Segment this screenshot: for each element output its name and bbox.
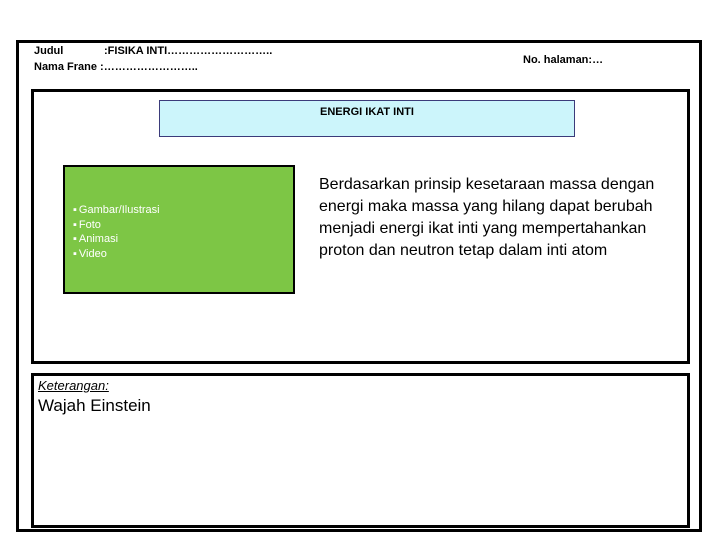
title-label: Judul xyxy=(34,45,64,57)
frame-name-line: Nama Frane :…………………….. xyxy=(34,61,198,73)
section-title: ENERGI IKAT INTI xyxy=(320,106,414,118)
notes-text: Wajah Einstein xyxy=(38,396,151,415)
bullet-icon: ▪ xyxy=(73,233,77,245)
body-text: Berdasarkan prinsip kesetaraan massa dengan energi maka massa yang hilang dapat berubah menjadi energi ikat inti yang mempertahankan proton dan neutron tetap dalam inti atom xyxy=(319,176,655,259)
media-placeholder-box xyxy=(63,165,295,294)
media-item: ▪ Foto xyxy=(73,218,101,231)
notes-label: Keterangan: xyxy=(38,378,109,393)
section-title-bar xyxy=(159,100,575,137)
media-item: ▪ Video xyxy=(73,247,107,260)
media-item: ▪ Animasi xyxy=(73,233,119,245)
bullet-icon: ▪ xyxy=(73,204,77,216)
media-list xyxy=(73,203,293,261)
page-number: No. halaman:… xyxy=(523,54,604,66)
bullet-icon: ▪ xyxy=(73,247,77,260)
header-title-line xyxy=(34,45,272,57)
media-item: ▪ Gambar/Ilustrasi xyxy=(73,204,160,216)
title-value: :FISIKA INTI……………………….. xyxy=(104,45,273,57)
bullet-icon: ▪ xyxy=(73,218,77,231)
